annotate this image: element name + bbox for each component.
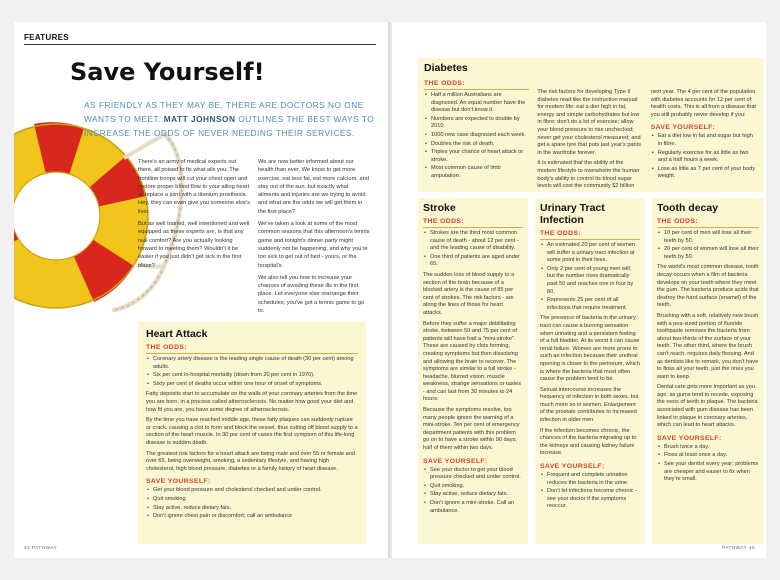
- diabetes-col-1: [424, 76, 529, 194]
- standfirst: [84, 98, 384, 140]
- odds-item: • Half a million Australians are diagnosed. An equal number have the disease but don't know it.: [424, 92, 529, 115]
- uti-heading: Urinary Tract Infection: [540, 202, 605, 226]
- odds-item: • 10 per cent of men will lose all their teeth by 50.: [657, 230, 759, 245]
- body-paragraph: By the time you have reached middle age, these fatty plaques can suddenly rupture or crack, causing a clot to form and block the vessel, thus cutting off blood supply to a section of the heart muscle. In 30 per cent of cases the first symptom of this life-long disease is sudden death.: [146, 417, 358, 446]
- save-item: • Stay active, reduce dietary fats.: [146, 505, 358, 513]
- odds-item: • 1000 new case diagnosed each week.: [424, 132, 529, 140]
- odds-rule: [657, 227, 759, 228]
- section-rule: [24, 44, 376, 45]
- intro-column-2: [258, 158, 370, 319]
- diabetes-box: [418, 58, 764, 192]
- diabetes-columns: [424, 76, 758, 194]
- uti-box: [535, 198, 645, 544]
- stroke-box: [418, 198, 528, 544]
- stroke-heading: Stroke: [423, 202, 456, 214]
- odds-item: • Coronary artery disease is the leading single cause of death (30 per cent) among adults.: [146, 356, 358, 371]
- save-yourself-label: SAVE YOURSELF:: [650, 124, 716, 132]
- save-list: [146, 487, 358, 520]
- odds-item: • One third of patients are aged under 65.: [423, 254, 523, 269]
- save-item: • Lose as little as 7 per cent of your body weight.: [651, 166, 758, 181]
- save-item: • Don't ignore a mini-stroke. Call an ambulance.: [423, 500, 523, 515]
- odds-item: • Six per cent in-hospital mortality (down from 20 per cent in 1970).: [146, 372, 358, 380]
- section-label: FEATURES: [24, 33, 69, 42]
- body-paragraph: Because the symptoms resolve, too many people ignore the warning of a mini-stroke. Ten per cent of emergency department patients with this problem go on to have a stroke within 90 days, half of them within two days.: [423, 407, 520, 452]
- save-item: • Quit smoking.: [146, 496, 358, 504]
- tooth-decay-heading: Tooth decay: [657, 202, 719, 214]
- diabetes-heading: Diabetes: [424, 62, 468, 74]
- diabetes-col-3: [651, 76, 758, 194]
- body-paragraph: next year. The 4 per cent of the population with diabetes accounts for 12 per cent of health costs. This is all from a disease that you still probably never develop if you:: [650, 89, 756, 118]
- save-yourself-label: SAVE YOURSELF:: [657, 434, 722, 442]
- body-paragraph: It is estimated that the ability of the modern lifestyle to overwhelm the human body's ability to control its blood sugar levels will cost the community $2 billion: [537, 160, 640, 190]
- save-item: • Eat a diet low in fat and sugar but high in fibre.: [651, 133, 758, 148]
- body-paragraph: Dental care gets more important as you age, as gums tend to recede, exposing the roots of teeth to plaque. The bacteria associated with gum disease has been linked to plaque in coronary arteries, which can lead to heart attacks.: [657, 384, 758, 429]
- odds-item: • Strokes are the third most common cause of death - about 12 per cent - and the leading cause of disability.: [423, 230, 523, 253]
- body-paragraph: The greatest risk factors for a heart attack are being male and over 55 or female and over 65, being overweight, smoking, a sedentary lifestyle, and having high cholesterol, high blood pressure, diabetes or a family history of heart disease.: [146, 450, 355, 472]
- body-paragraph: The presence of bacteria in the urinary tract can cause a burning sensation when urinating and a persistent feeling of a full bladder. At its worst it can cause renal failure. Women are more prone to such an infection because their urethral opening is closer to the perineum, which is where the bacteria that most often cause the problem tend to be.: [540, 315, 640, 383]
- odds-item: • An estimated 20 per cent of women will suffer a urinary tract infection at some point in their lives.: [540, 242, 640, 265]
- save-yourself-label: SAVE YOURSELF:: [540, 463, 605, 471]
- odds-list: [146, 356, 358, 388]
- odds-item: • Represents 25 per cent of all infections that require treatment.: [540, 297, 640, 312]
- odds-list: [657, 230, 759, 261]
- folio-right: PATHWAY 45: [722, 546, 756, 551]
- save-item: • Floss at least once a day.: [657, 452, 759, 460]
- intro-paragraph: We are now better informed about our health than ever. We know to get more exercise, eat less fat, eat more calcium, and stay out of the sun, but exactly what ailments and injuries are we trying to avoid and what are the odds we will get them in the first place?: [258, 159, 369, 215]
- odds-label: THE ODDS:: [146, 344, 187, 351]
- body-paragraph: Before they suffer a major debilitating stroke, between 50 and 75 per cent of patients will have had a "mini-stroke". These are caused by clots forming, creating symptoms but then dissolving and allowing the brain to recover. The symptoms are similar to a full stroke - headache, blurred vision, muscle weakness, strange sensations or tastes - and can last from 30 minutes to 24 hours.: [423, 320, 521, 403]
- intro-paragraph: We also tell you how to increase your chances of avoiding these ills in the first place. Let everyone else rearrange their schedules; you've got a tennis game to go to.: [258, 274, 365, 315]
- body-paragraph: If the infection becomes chronic, the chances of the bacteria migrating up to the kidneys and causing kidney failure increase.: [540, 427, 637, 457]
- save-item: • See your dentist every year; problems are cheaper and easier to fix when they're small.: [657, 461, 759, 484]
- standfirst-intro: AS FRIENDLY AS THEY MAY BE, THERE ARE DOCTORS NO ONE WANTS TO MEET.: [84, 100, 364, 124]
- odds-item: • 20 per cent of women will lose all their teeth by 50.: [657, 246, 759, 261]
- save-item: • Don't ignore chest pain or discomfort; call an ambulance: [146, 513, 358, 521]
- body-paragraph: Brushing with a soft, relatively new brush with a pea-sized portion of fluoride toothpaste removes the bacteria from about two-thirds of the surface of your teeth. The other third, where the brush can't reach, requires daily flossing. And as dentists like to remark, you don't have to floss all your teeth, just the ones you want to keep.: [657, 312, 759, 380]
- save-item: • Brush twice a day.: [657, 444, 759, 452]
- standfirst-outro: OUTLINES THE BEST WAYS TO INCREASE THE ODDS OF NEVER NEEDING THEIR SERVICES.: [84, 114, 375, 138]
- odds-rule: [146, 353, 358, 354]
- odds-label: THE ODDS:: [424, 80, 465, 87]
- intro-paragraph: We've taken a look at some of the most common reasons that this afternoon's tennis game and tonight's dinner party might suddenly not be happening, and why you're too sick to get out of bed - yours, or the hospital's.: [258, 221, 370, 269]
- folio-left: 44 PATHWAY: [24, 546, 58, 551]
- odds-rule: [424, 89, 529, 90]
- tooth-decay-box: [652, 198, 764, 544]
- odds-list: [540, 242, 640, 312]
- odds-item: • Numbers are expected to double by 2010.: [424, 116, 529, 131]
- odds-item: • Sixty per cent of deaths occur within one hour of onset of symptoms.: [146, 381, 358, 389]
- odds-item: • Most common cause of limb amputation.: [424, 165, 529, 180]
- body-paragraph: The risk factors for developing Type II diabetes read like the instruction manual for modern life: eat a diet high in fat, energy and simple carbohydrates but low in fibre; don't do a lot of exercise; allow your blood pressure to rise unchecked; never get your cholesterol measured; and get a spare tyre that puts last year's pants in the wardrobe forever.: [537, 89, 642, 156]
- odds-label: THE ODDS:: [540, 230, 581, 237]
- save-list: [423, 467, 523, 516]
- heart-attack-box: [138, 322, 366, 544]
- body-paragraph: Fatty deposits start to accumulate on the walls of your coronary arteries from the time you are born, in a process called atherosclerosis. No matter how good your diet and how fit you are, you have some degree of atherosclerosis.: [146, 391, 358, 413]
- intro-paragraph: But as well trained, well intentioned and well equipped as these experts are, is that any real comfort? Are you actually looking forward to meeting them? Wouldn't it be easier if you just didn't get sick in the first place?: [138, 221, 250, 269]
- intro-paragraph: There's an army of medical experts out there, all poised to fix what ails you. The frontline troops will cut your chest open and restore proper blood flow to your ailing heart or replace a joint with a titanium prosthesis. Hey, they can even give you someone else's liver.: [138, 159, 250, 215]
- author-name: MATT JOHNSON: [163, 114, 236, 124]
- save-item: • Regularly exercise for as little as two and a half hours a week.: [651, 150, 758, 165]
- odds-label: THE ODDS:: [657, 218, 698, 225]
- odds-label: THE ODDS:: [423, 218, 464, 225]
- save-item: • Stay active, reduce dietary fats.: [423, 491, 523, 499]
- save-item: • Frequent and complete urination reduces the bacteria in the urine.: [540, 472, 640, 487]
- intro-column-1: [138, 158, 250, 274]
- save-item: • Quit smoking.: [423, 483, 523, 491]
- heart-attack-heading: Heart Attack: [146, 328, 208, 340]
- odds-item: • Doubles the risk of death.: [424, 141, 529, 149]
- diabetes-col-2: [537, 76, 642, 194]
- save-item: • See your doctor to get your blood pressure checked and under control.: [423, 467, 523, 482]
- page-title: Save Yourself!: [70, 58, 265, 86]
- save-list: [540, 472, 640, 511]
- odds-item: • Triples your chance of heart attack or stroke.: [424, 149, 529, 164]
- odds-list: [424, 92, 529, 181]
- odds-item: • Only 2 per cent of young men will, but the number rises dramatically past 50 and reaches one in four by 80.: [540, 266, 640, 296]
- odds-rule: [540, 239, 640, 240]
- odds-list: [423, 230, 523, 269]
- save-item: • Get your blood pressure and cholesterol checked and under control.: [146, 487, 358, 495]
- odds-rule: [423, 227, 523, 228]
- save-list: [651, 133, 758, 181]
- body-paragraph: The world's most common disease, tooth decay occurs when a film of bacteria develops on your teeth where they meet the gum. The bacteria produce acids that destroy the hard surface (enamel) of the teeth.: [657, 264, 759, 309]
- body-paragraph: The sudden loss of blood supply to a section of the brain because of a blocked artery is the cause of 85 per cent of strokes. The risk factors - are along the lines of those for heart attacks.: [423, 271, 515, 316]
- save-yourself-label: SAVE YOURSELF:: [423, 457, 488, 465]
- body-paragraph: Sexual intercourse increases the frequency of infection in both sexes, but much more so in women. Enlargement of the prostate contributes to increased infection in older men.: [540, 386, 639, 424]
- save-item: • Don't let infections become chronic - see your doctor if the symptoms reoccur.: [540, 488, 640, 511]
- save-yourself-label: SAVE YOURSELF:: [146, 478, 211, 486]
- save-list: [657, 444, 759, 484]
